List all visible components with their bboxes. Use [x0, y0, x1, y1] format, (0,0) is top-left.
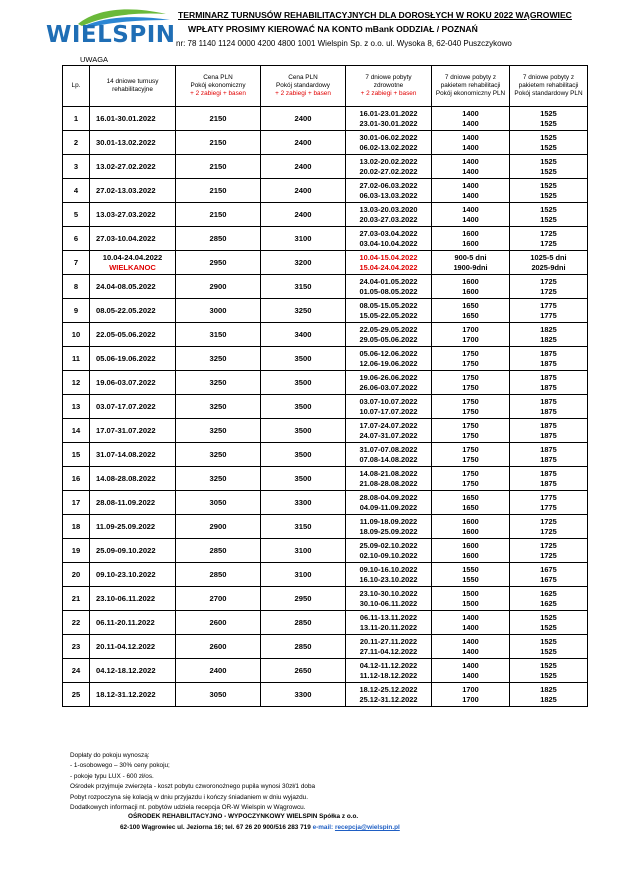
cell-7day-stay: 13.03-20.03.2020 20.03-27.03.2022	[346, 203, 432, 227]
cell-turnus: 27.03-10.04.2022	[90, 227, 176, 251]
cell-turnus: 31.07-14.08.2022	[90, 443, 176, 467]
table-row	[63, 395, 588, 419]
cell-lp: 21	[63, 587, 90, 611]
table-row	[63, 131, 588, 155]
cell-std-price: 3100	[261, 227, 346, 251]
cell-lp: 2	[63, 131, 90, 155]
cell-pkg-eco: 1700 1700	[432, 683, 510, 707]
cell-pkg-std: 1775 1775	[510, 491, 588, 515]
cell-7day-stay: 10.04-15.04.2022 15.04-24.04.2022	[346, 251, 432, 275]
cell-std-price: 3500	[261, 395, 346, 419]
cell-pkg-std: 1725 1725	[510, 275, 588, 299]
cell-eco-price: 2950	[176, 251, 261, 275]
cell-lp: 1	[63, 107, 90, 131]
cell-pkg-std: 1525 1525	[510, 155, 588, 179]
cell-lp: 10	[63, 323, 90, 347]
cell-pkg-std: 1825 1825	[510, 683, 588, 707]
cell-eco-price: 2150	[176, 179, 261, 203]
document-title: TERMINARZ TURNUSÓW REHABILITACYJNYCH DLA DOROSŁYCH W ROKU 2022 WĄGROWIEC	[178, 10, 572, 20]
cell-pkg-std: 1525 1525	[510, 131, 588, 155]
cell-pkg-std: 1525 1525	[510, 203, 588, 227]
cell-std-price: 3100	[261, 563, 346, 587]
cell-eco-price: 2150	[176, 155, 261, 179]
cell-std-price: 3300	[261, 491, 346, 515]
cell-turnus: 04.12-18.12.2022	[90, 659, 176, 683]
cell-pkg-eco: 1750 1750	[432, 467, 510, 491]
cell-pkg-eco: 1750 1750	[432, 419, 510, 443]
table-row	[63, 611, 588, 635]
cell-7day-stay: 11.09-18.09.2022 18.09-25.09.2022	[346, 515, 432, 539]
cell-pkg-eco: 1500 1500	[432, 587, 510, 611]
cell-eco-price: 3050	[176, 491, 261, 515]
cell-turnus: 20.11-04.12.2022	[90, 635, 176, 659]
cell-7day-stay: 23.10-30.10.2022 30.10-06.11.2022	[346, 587, 432, 611]
cell-eco-price: 3250	[176, 443, 261, 467]
cell-pkg-std: 1875 1875	[510, 419, 588, 443]
table-row	[63, 539, 588, 563]
cell-pkg-std: 1875 1875	[510, 395, 588, 419]
cell-7day-stay: 05.06-12.06.2022 12.06-19.06.2022	[346, 347, 432, 371]
cell-pkg-eco: 1400 1400	[432, 203, 510, 227]
table-row	[63, 635, 588, 659]
cell-7day-stay: 31.07-07.08.2022 07.08-14.08.2022	[346, 443, 432, 467]
footer-notes	[70, 751, 315, 813]
cell-std-price: 3150	[261, 275, 346, 299]
header-turnus: 14 dniowe turnusy rehabilitacyjne	[90, 66, 176, 107]
cell-turnus: 11.09-25.09.2022	[90, 515, 176, 539]
bank-account: nr: 78 1140 1124 0000 4200 4800 1001 Wielspin Sp. z o.o. ul. Wysoka 8, 62-040 Puszczykowo	[176, 39, 512, 48]
table-row	[63, 587, 588, 611]
cell-pkg-eco: 1550 1550	[432, 563, 510, 587]
cell-lp: 13	[63, 395, 90, 419]
cell-pkg-eco: 1750 1750	[432, 443, 510, 467]
cell-std-price: 3500	[261, 443, 346, 467]
cell-lp: 24	[63, 659, 90, 683]
cell-std-price: 2950	[261, 587, 346, 611]
cell-pkg-eco: 1650 1650	[432, 299, 510, 323]
cell-turnus: 25.09-09.10.2022	[90, 539, 176, 563]
cell-turnus: 30.01-13.02.2022	[90, 131, 176, 155]
cell-std-price: 3500	[261, 419, 346, 443]
header-lp: Lp.	[63, 66, 90, 107]
cell-std-price: 3100	[261, 539, 346, 563]
table-row	[63, 347, 588, 371]
cell-lp: 12	[63, 371, 90, 395]
cell-lp: 4	[63, 179, 90, 203]
cell-std-price: 2400	[261, 155, 346, 179]
cell-7day-stay: 03.07-10.07.2022 10.07-17.07.2022	[346, 395, 432, 419]
cell-turnus: 13.03-27.03.2022	[90, 203, 176, 227]
cell-eco-price: 2150	[176, 107, 261, 131]
table-row	[63, 563, 588, 587]
cell-lp: 9	[63, 299, 90, 323]
cell-7day-stay: 06.11-13.11.2022 13.11-20.11.2022	[346, 611, 432, 635]
header-eco-price: Cena PLN Pokój ekonomiczny + 2 zabiegi + basen	[176, 66, 261, 107]
cell-turnus: 05.06-19.06.2022	[90, 347, 176, 371]
cell-7day-stay: 20.11-27.11.2022 27.11-04.12.2022	[346, 635, 432, 659]
cell-std-price: 3500	[261, 371, 346, 395]
cell-turnus: 24.04-08.05.2022	[90, 275, 176, 299]
footer-line: Ośrodek przyjmuje zwierzęta - koszt pobytu czworonożnego pupila wynosi 30zł/1 doba	[70, 783, 316, 791]
cell-pkg-std: 1025-5 dni 2025-9dni	[510, 251, 588, 275]
cell-lp: 3	[63, 155, 90, 179]
cell-lp: 7	[63, 251, 90, 275]
cell-pkg-std: 1525 1525	[510, 179, 588, 203]
cell-pkg-eco: 1600 1600	[432, 539, 510, 563]
cell-lp: 15	[63, 443, 90, 467]
footer-line: Dodatkowych informacji nt. pobytów udziela recepcja OR-W Wielspin w Wągrowcu.	[70, 804, 306, 812]
cell-7day-stay: 18.12-25.12.2022 25.12-31.12.2022	[346, 683, 432, 707]
cell-pkg-eco: 1400 1400	[432, 659, 510, 683]
cell-eco-price: 2600	[176, 611, 261, 635]
cell-std-price: 3200	[261, 251, 346, 275]
cell-std-price: 3250	[261, 299, 346, 323]
cell-eco-price: 2150	[176, 203, 261, 227]
table-row	[63, 491, 588, 515]
cell-turnus: 17.07-31.07.2022	[90, 419, 176, 443]
cell-turnus: 27.02-13.03.2022	[90, 179, 176, 203]
cell-eco-price: 2900	[176, 515, 261, 539]
header-pkg-std: 7 dniowe pobyty z pakietem rehabilitacji Pokój standardowy PLN	[510, 66, 588, 107]
cell-std-price: 2400	[261, 203, 346, 227]
cell-turnus: 16.01-30.01.2022	[90, 107, 176, 131]
cell-std-price: 3500	[261, 347, 346, 371]
cell-eco-price: 3250	[176, 371, 261, 395]
cell-lp: 8	[63, 275, 90, 299]
cell-pkg-std: 1625 1625	[510, 587, 588, 611]
table-row	[63, 275, 588, 299]
cell-std-price: 2850	[261, 635, 346, 659]
cell-lp: 5	[63, 203, 90, 227]
cell-lp: 18	[63, 515, 90, 539]
cell-pkg-std: 1875 1875	[510, 371, 588, 395]
cell-7day-stay: 16.01-23.01.2022 23.01-30.01.2022	[346, 107, 432, 131]
cell-turnus: 19.06-03.07.2022	[90, 371, 176, 395]
cell-pkg-eco: 1600 1600	[432, 515, 510, 539]
cell-7day-stay: 30.01-06.02.2022 06.02-13.02.2022	[346, 131, 432, 155]
table-row	[63, 179, 588, 203]
cell-eco-price: 2850	[176, 539, 261, 563]
cell-7day-stay: 27.03-03.04.2022 03.04-10.04.2022	[346, 227, 432, 251]
cell-eco-price: 2850	[176, 563, 261, 587]
cell-turnus: 06.11-20.11.2022	[90, 611, 176, 635]
cell-turnus: 18.12-31.12.2022	[90, 683, 176, 707]
cell-eco-price: 2150	[176, 131, 261, 155]
table-row	[63, 515, 588, 539]
table-row	[63, 107, 588, 131]
footer-line: Pobyt rozpoczyna się kolacją w dniu przyjazdu i kończy śniadaniem w dniu wyjazdu.	[70, 793, 308, 801]
footer-organization: OŚRODEK REHABILITACYJNO - WYPOCZYNKOWY WIELSPIN Spółka z o.o.	[128, 813, 359, 820]
table-row	[63, 227, 588, 251]
cell-turnus: 08.05-22.05.2022	[90, 299, 176, 323]
cell-pkg-std: 1825 1825	[510, 323, 588, 347]
footer-address: 62-100 Wągrowiec ul. Jeziorna 16; tel. 67 26 20 900/516 283 719	[120, 824, 311, 831]
table-row	[63, 251, 588, 275]
cell-7day-stay: 25.09-02.10.2022 02.10-09.10.2022	[346, 539, 432, 563]
cell-pkg-eco: 1400 1400	[432, 155, 510, 179]
cell-std-price: 3300	[261, 683, 346, 707]
cell-eco-price: 3250	[176, 395, 261, 419]
cell-7day-stay: 04.12-11.12.2022 11.12-18.12.2022	[346, 659, 432, 683]
cell-7day-stay: 13.02-20.02.2022 20.02-27.02.2022	[346, 155, 432, 179]
cell-pkg-std: 1875 1875	[510, 347, 588, 371]
footer-email-link[interactable]: recepcja@wielspin.pl	[334, 824, 400, 831]
cell-lp: 25	[63, 683, 90, 707]
cell-eco-price: 3000	[176, 299, 261, 323]
cell-lp: 20	[63, 563, 90, 587]
cell-pkg-eco: 1400 1400	[432, 635, 510, 659]
cell-pkg-eco: 1400 1400	[432, 107, 510, 131]
cell-7day-stay: 17.07-24.07.2022 24.07-31.07.2022	[346, 419, 432, 443]
header-pkg-eco: 7 dniowe pobyty z pakietem rehabilitacji Pokój ekonomiczny PLN	[432, 66, 510, 107]
cell-pkg-std: 1525 1525	[510, 635, 588, 659]
cell-eco-price: 2700	[176, 587, 261, 611]
cell-turnus: 22.05-05.06.2022	[90, 323, 176, 347]
cell-pkg-eco: 900-5 dni 1900-9dni	[432, 251, 510, 275]
table-row	[63, 443, 588, 467]
note-label: UWAGA	[80, 55, 109, 64]
cell-pkg-std: 1725 1725	[510, 227, 588, 251]
table-row	[63, 659, 588, 683]
table-row	[63, 683, 588, 707]
table-row	[63, 323, 588, 347]
cell-eco-price: 2850	[176, 227, 261, 251]
cell-turnus: 14.08-28.08.2022	[90, 467, 176, 491]
cell-7day-stay: 19.06-26.06.2022 26.06-03.07.2022	[346, 371, 432, 395]
cell-eco-price: 3250	[176, 347, 261, 371]
cell-eco-price: 3250	[176, 419, 261, 443]
turnus-note: WIELKANOC	[109, 262, 156, 272]
cell-eco-price: 3050	[176, 683, 261, 707]
cell-pkg-eco: 1650 1650	[432, 491, 510, 515]
cell-pkg-eco: 1750 1750	[432, 395, 510, 419]
cell-pkg-std: 1525 1525	[510, 107, 588, 131]
footer-line: Dopłaty do pokoju wynoszą:	[70, 752, 150, 759]
cell-lp: 6	[63, 227, 90, 251]
header-7day-stay: 7 dniowe pobyty zdrowotne + 2 zabiegi + basen	[346, 66, 432, 107]
cell-turnus: 13.02-27.02.2022	[90, 155, 176, 179]
cell-eco-price: 2900	[176, 275, 261, 299]
cell-turnus: 23.10-06.11.2022	[90, 587, 176, 611]
schedule-table	[62, 65, 588, 707]
table-row	[63, 299, 588, 323]
cell-pkg-eco: 1400 1400	[432, 611, 510, 635]
footer-line: - 1-osobowego – 30% ceny pokoju;	[70, 762, 170, 770]
table-row	[63, 371, 588, 395]
table-row	[63, 419, 588, 443]
cell-std-price: 3150	[261, 515, 346, 539]
cell-std-price: 2650	[261, 659, 346, 683]
cell-turnus: 10.04-24.04.2022 WIELKANOC	[90, 251, 176, 275]
cell-lp: 14	[63, 419, 90, 443]
cell-eco-price: 3250	[176, 467, 261, 491]
cell-lp: 16	[63, 467, 90, 491]
cell-lp: 19	[63, 539, 90, 563]
cell-eco-price: 2400	[176, 659, 261, 683]
cell-std-price: 2400	[261, 107, 346, 131]
cell-pkg-eco: 1600 1600	[432, 275, 510, 299]
cell-turnus: 09.10-23.10.2022	[90, 563, 176, 587]
cell-std-price: 2400	[261, 179, 346, 203]
cell-turnus: 28.08-11.09.2022	[90, 491, 176, 515]
cell-pkg-eco: 1400 1400	[432, 131, 510, 155]
cell-7day-stay: 14.08-21.08.2022 21.08-28.08.2022	[346, 467, 432, 491]
cell-7day-stay: 24.04-01.05.2022 01.05-08.05.2022	[346, 275, 432, 299]
cell-std-price: 2400	[261, 131, 346, 155]
cell-std-price: 3500	[261, 467, 346, 491]
cell-7day-stay: 09.10-16.10.2022 16.10-23.10.2022	[346, 563, 432, 587]
cell-pkg-std: 1675 1675	[510, 563, 588, 587]
cell-7day-stay: 08.05-15.05.2022 15.05-22.05.2022	[346, 299, 432, 323]
cell-pkg-eco: 1750 1750	[432, 347, 510, 371]
footer-email-label: e-mail:	[312, 824, 334, 831]
cell-pkg-eco: 1600 1600	[432, 227, 510, 251]
cell-std-price: 3400	[261, 323, 346, 347]
cell-pkg-std: 1875 1875	[510, 443, 588, 467]
cell-7day-stay: 27.02-06.03.2022 06.03-13.03.2022	[346, 179, 432, 203]
cell-pkg-eco: 1750 1750	[432, 371, 510, 395]
cell-eco-price: 2600	[176, 635, 261, 659]
cell-turnus: 03.07-17.07.2022	[90, 395, 176, 419]
payment-info: WPŁATY PROSIMY KIEROWAĆ NA KONTO mBank ODDZIAŁ / POZNAŃ	[188, 24, 478, 34]
cell-eco-price: 3150	[176, 323, 261, 347]
cell-pkg-std: 1725 1725	[510, 515, 588, 539]
cell-7day-stay: 22.05-29.05.2022 29.05-05.06.2022	[346, 323, 432, 347]
cell-pkg-eco: 1400 1400	[432, 179, 510, 203]
cell-pkg-std: 1875 1875	[510, 467, 588, 491]
cell-lp: 11	[63, 347, 90, 371]
cell-std-price: 2850	[261, 611, 346, 635]
cell-pkg-std: 1775 1775	[510, 299, 588, 323]
logo-text: WIELSPIN	[46, 22, 176, 48]
cell-pkg-eco: 1700 1700	[432, 323, 510, 347]
cell-pkg-std: 1725 1725	[510, 539, 588, 563]
cell-lp: 22	[63, 611, 90, 635]
footer-line: - pokoje typu LUX - 600 zł/os.	[70, 772, 154, 780]
header-std-price: Cena PLN Pokój standardowy + 2 zabiegi + basen	[261, 66, 346, 107]
cell-pkg-std: 1525 1525	[510, 659, 588, 683]
table-row	[63, 467, 588, 491]
cell-pkg-std: 1525 1525	[510, 611, 588, 635]
cell-lp: 17	[63, 491, 90, 515]
cell-lp: 23	[63, 635, 90, 659]
table-row	[63, 155, 588, 179]
table-row	[63, 203, 588, 227]
cell-7day-stay: 28.08-04.09.2022 04.09-11.09.2022	[346, 491, 432, 515]
table-header-row	[63, 66, 588, 107]
footer-address-line	[120, 824, 400, 831]
